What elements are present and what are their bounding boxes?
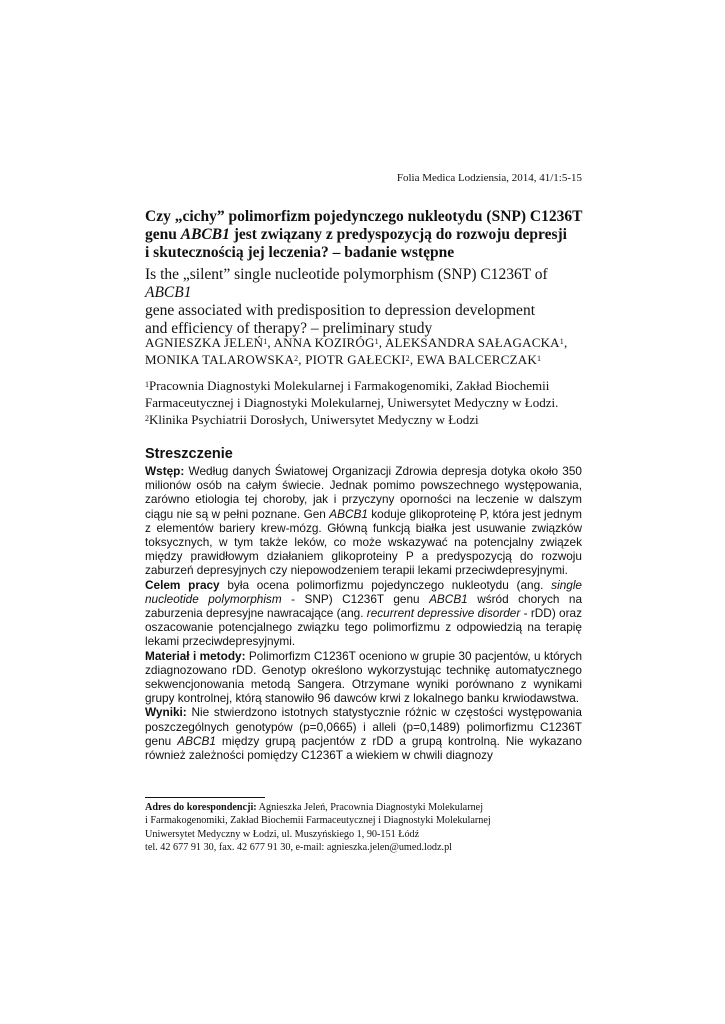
correspondence-line1 bbox=[145, 801, 585, 814]
methods-text: Polimorfizm C1236T oceniono w grupie 30 pacjentów, u których zdiagnozowano rDD. Genotyp określono wykorzystując technikę automatycznego sekwencjonowania metodą Sangera. Otrzymane wyniki porównano z wynikami grupy kontrolnej, którą stanowiło 96 dawców krwi z lokalnego banku krwiodawstwa. bbox=[145, 648, 583, 706]
results-text: Nie stwierdzono istotnych statystycznie różnic w częstości występowania poszczególnych genotypów (p=0,0665) i alleli (p=0,1489) polimorfizmu C1236T genu bbox=[145, 705, 582, 748]
aim-label: Celem pracy bbox=[145, 577, 220, 592]
author-name: MONIKA TALAROWSKA bbox=[145, 352, 295, 367]
author-separator: , bbox=[378, 335, 385, 350]
aim-text: była ocena polimorfizmu pojedynczego nukleotydu (ang. bbox=[219, 577, 552, 592]
gene-name: ABCB1 bbox=[329, 506, 368, 521]
affiliation-mark: 1 bbox=[145, 380, 149, 389]
author-line1 bbox=[145, 334, 595, 351]
aim-text-cont: - SNP) C1236T genu bbox=[281, 591, 430, 606]
abstract-methods bbox=[145, 649, 582, 706]
abstract-intro bbox=[145, 464, 582, 578]
author-list bbox=[145, 334, 595, 368]
abstract-body bbox=[145, 464, 582, 762]
author-line2 bbox=[145, 351, 595, 368]
author-name: EWA BALCERCZAK bbox=[416, 352, 537, 367]
author-name: AGNIESZKA JELEŃ bbox=[145, 335, 264, 350]
title-english-line3: and efficiency of therapy? – preliminary study bbox=[145, 320, 433, 337]
correspondence-label: Adres do korespondencji: bbox=[145, 802, 257, 813]
title-english-gene: ABCB1 bbox=[145, 284, 192, 301]
abstract-heading: Streszczenie bbox=[145, 446, 233, 462]
author-affiliation-mark: 1 bbox=[374, 337, 379, 346]
affiliation-1-text: Pracownia Diagnostyki Molekularnej i Farmakogenomiki, Zakład Biochemii bbox=[149, 378, 550, 393]
aim-text-cont: wśród chorych na zaburzenia depresyjne nawracające (ang. bbox=[145, 591, 583, 621]
results-text-cont: między grupą pacjentów z rDD a grupą kontrolną. Nie wykazano również zależności pomiędzy C1236T a wiekiem w chwili diagnozy bbox=[145, 733, 582, 763]
correspondence-text: Agnieszka Jeleń, Pracownia Diagnostyki Molekularnej bbox=[256, 802, 484, 813]
intro-text: Według danych Światowej Organizacji Zdrowia depresja dotyka około 350 milionów osób na całym świecie. Jednak pomimo powszechnego występowania, zarówno etiologia tej choroby, jak i przyczyny oporności na leczenie w dalszym ciągu nie są w pełni poznane. Gen bbox=[145, 464, 582, 521]
title-polish-line2-pre: genu bbox=[145, 226, 181, 243]
title-english-line2: gene associated with predisposition to depression development bbox=[145, 302, 535, 319]
affiliations bbox=[145, 377, 595, 428]
intro-text-cont: koduje glikoproteinę P, która jest jednym z elementów bariery krew-mózg. Główną funkcją białka jest usuwanie związków toksycznych, w tym także leków, co może wskazywać na potencjalny związek między prawidłowym działaniem glikoproteiny P a predyspozycją do rozwoju zaburzeń depresyjnych czy niepowodzeniem terapii lekami przeciwdepresyjnymi. bbox=[145, 506, 582, 578]
title-english bbox=[145, 266, 595, 338]
affiliation-2-text: Klinika Psychiatrii Dorosłych, Uniwersytet Medyczny w Łodzi bbox=[149, 412, 479, 427]
affiliation-mark: 2 bbox=[145, 414, 149, 423]
title-polish-line3: i skutecznością jej leczenia? – badanie wstępne bbox=[145, 244, 455, 261]
results-label: Wyniki: bbox=[145, 705, 187, 720]
journal-reference: Folia Medica Lodziensia, 2014, 41/1:5-15 bbox=[396, 172, 582, 184]
correspondence-line2: i Farmakogenomiki, Zakład Biochemii Farmaceutycznej i Diagnostyki Molekularnej bbox=[145, 815, 491, 827]
aim-term: recurrent depressive disorder bbox=[366, 606, 521, 621]
abstract-results bbox=[145, 705, 582, 762]
author-separator: , bbox=[267, 335, 274, 350]
author-name: ANNA KOZIRÓG bbox=[273, 335, 375, 350]
title-polish-gene: ABCB1 bbox=[180, 226, 230, 243]
title-english-line1-pre: Is the „silent” single nucleotide polymorphism (SNP) C1236T of bbox=[145, 266, 548, 283]
correspondence-line4: tel. 42 677 91 30, fax. 42 677 91 30, e-mail: agnieszka.jelen@umed.lodz.pl bbox=[145, 842, 453, 854]
aim-text-cont: - rDD) oraz oszacowanie potencjalnego związku tego polimorfizmu z odpowiedzią na terapię lekami przeciwdepresyjnymi. bbox=[145, 606, 583, 649]
correspondence-line3: Uniwersytet Medyczny w Łodzi, ul. Muszyńskiego 1, 90-151 Łódź bbox=[145, 828, 420, 840]
title-polish bbox=[145, 208, 590, 262]
affiliation-1-line2: Farmaceutycznej i Diagnostyki Molekularnej, Uniwersytet Medyczny w Łodzi. bbox=[145, 395, 559, 410]
author-name: ALEKSANDRA SAŁAGACKA bbox=[384, 335, 560, 350]
gene-name: ABCB1 bbox=[429, 591, 468, 606]
author-separator: , bbox=[563, 335, 568, 350]
author-affiliation-mark: 1 bbox=[263, 337, 268, 346]
title-polish-line1: Czy „cichy” polimorfizm pojedynczego nukleotydu (SNP) C1236T bbox=[145, 208, 583, 225]
author-separator: , bbox=[298, 352, 306, 367]
author-separator: , bbox=[409, 352, 417, 367]
methods-label: Materiał i metody: bbox=[145, 648, 246, 663]
affiliation-2 bbox=[145, 411, 595, 428]
title-polish-line2 bbox=[145, 226, 590, 244]
title-polish-line2-post: jest związany z predyspozycją do rozwoju depresji bbox=[229, 226, 567, 243]
author-affiliation-mark: 2 bbox=[405, 354, 410, 363]
affiliation-1-line1 bbox=[145, 377, 595, 394]
correspondence-footnote bbox=[145, 801, 585, 855]
intro-label: Wstęp: bbox=[145, 464, 185, 478]
footnote-divider bbox=[145, 797, 265, 798]
author-affiliation-mark: 1 bbox=[536, 354, 542, 363]
author-affiliation-mark: 1 bbox=[559, 337, 564, 346]
aim-term: single nucleotide polymorphism bbox=[145, 577, 582, 606]
author-name: PIOTR GAŁECKI bbox=[305, 352, 406, 367]
abstract-aim bbox=[145, 578, 582, 649]
title-english-line1 bbox=[145, 266, 595, 302]
gene-name: ABCB1 bbox=[177, 733, 216, 748]
author-affiliation-mark: 2 bbox=[294, 354, 299, 363]
